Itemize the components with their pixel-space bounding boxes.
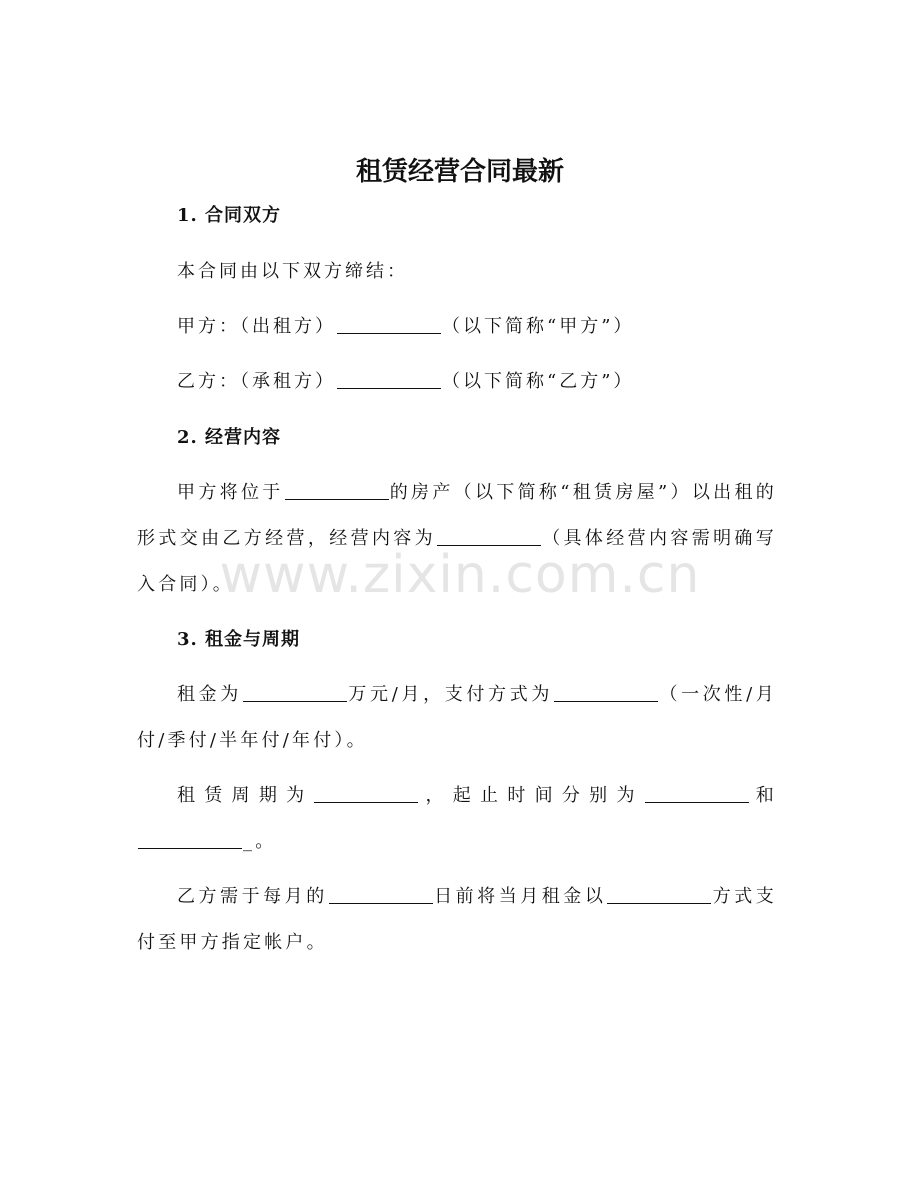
document-title: 租赁经营合同最新: [355, 157, 564, 187]
section-heading-parties: 1. 合同双方: [177, 205, 282, 226]
payment-method-blank: [554, 681, 658, 702]
payment-day-blank: [329, 883, 433, 904]
period-paragraph: [137, 773, 777, 865]
party-a-line: [177, 312, 634, 342]
business-paragraph: [137, 470, 777, 608]
payment-text-2: 日前将当月租金以: [433, 886, 607, 907]
watermark: www.zixin.com.cn: [219, 545, 701, 605]
period-text-3: 和: [749, 785, 777, 806]
period-text-1: 租赁周期为: [177, 785, 314, 806]
lease-period-blank: [314, 782, 418, 803]
party-b-line: [177, 367, 634, 397]
party-a-blank: [337, 313, 441, 334]
payment-channel-blank: [607, 883, 711, 904]
party-b-prefix: 乙方：（承租方）: [177, 371, 336, 392]
property-location-blank: [285, 479, 389, 500]
rent-paragraph: [137, 672, 777, 764]
party-b-suffix: （以下简称“乙方”）: [442, 371, 635, 392]
start-date-blank: [645, 782, 749, 803]
rent-text-1: 租金为: [177, 684, 242, 705]
business-content-blank: [437, 525, 541, 546]
party-b-blank: [337, 368, 441, 389]
period-text-4: _。: [243, 831, 277, 852]
parties-intro: 本合同由以下双方缔结：: [177, 261, 408, 282]
business-text-3: （具体经营内容需明确写入合同）。: [137, 528, 777, 595]
payment-text-3: 方式支付至甲方指定帐户。: [137, 886, 777, 953]
section-heading-business: 2. 经营内容: [177, 427, 282, 448]
business-text-1: 甲方将位于: [177, 482, 284, 503]
party-a-suffix: （以下简称“甲方”）: [442, 316, 635, 337]
party-a-prefix: 甲方：（出租方）: [177, 316, 336, 337]
rent-text-3: （一次性/月付/季付/半年付/年付）。: [137, 684, 777, 751]
rent-amount-blank: [243, 681, 347, 702]
end-date-blank: [138, 828, 242, 849]
payment-paragraph: [137, 874, 777, 966]
section-heading-rent: 3. 租金与周期: [177, 629, 301, 650]
rent-text-2: 万元/月，支付方式为: [347, 684, 554, 705]
period-text-2: ，起止时间分别为: [419, 785, 644, 806]
payment-text-1: 乙方需于每月的: [177, 886, 328, 907]
business-text-2: 的房产（以下简称“租赁房屋”）以出租的形式交由乙方经营，经营内容为: [137, 482, 778, 549]
